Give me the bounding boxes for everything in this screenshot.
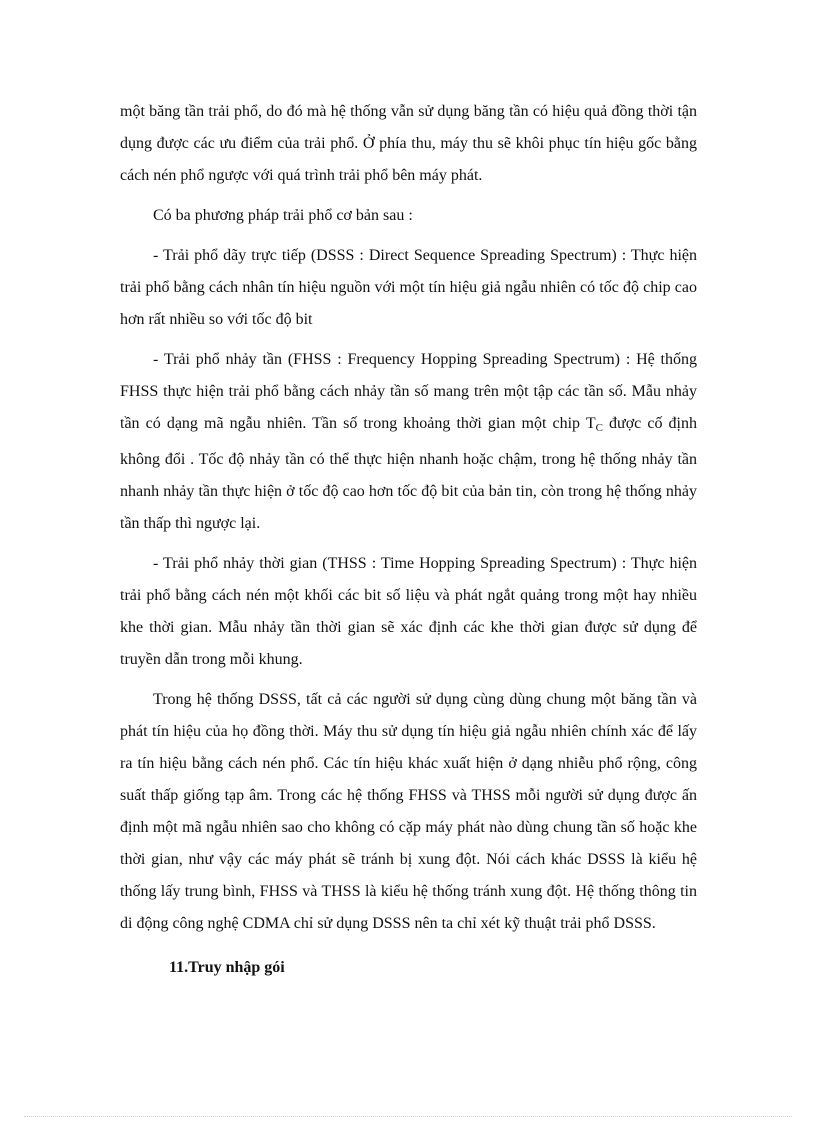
section-heading: 11.Truy nhập gói [169,959,285,976]
paragraph-dsss: - Trải phổ dãy trực tiếp (DSSS : Direct Sequence Spreading Spectrum) : Thực hiện trải phổ bằng cách nhân tín hiệu nguồn với một tín hiệu giả ngẫu nhiên có tốc độ chip cao hơn rất nhiều so với tốc độ bit [120,247,697,328]
chip-period-subscript: C [595,422,603,434]
paragraph-fhss [120,344,697,540]
page-bottom-edge [24,1116,792,1117]
fhss-text-part1: - Trải phổ nhảy tần (FHSS : Frequency Hopping Spreading Spectrum) : Hệ thống FHSS thực hiện trải phổ bằng cách nhảy tần số mang trên một tập các tần số. Mẫu nhảy tần có dạng mã ngẫu nhiên. Tần số trong khoảng thời gian một chip T [120,351,697,432]
paragraph-methods-intro: Có ba phương pháp trải phổ cơ bản sau : [153,207,413,224]
paragraph-dsss-summary: Trong hệ thống DSSS, tất cả các người sử dụng cùng dùng chung một băng tần và phát tín hiệu của họ đồng thời. Máy thu sử dụng tín hiệu giả ngẫu nhiên chính xác để lấy ra tín hiệu bằng cách nén phổ. Các tín hiệu khác xuất hiện ở dạng nhiễu phổ rộng, công suất thấp giống tạp âm. Trong các hệ thống FHSS và THSS mỗi người sử dụng được ấn định một mã ngẫu nhiên sao cho không có cặp máy phát nào dùng chung tần số hoặc khe thời gian, như vậy các máy phát sẽ tránh bị xung đột. Nói cách khác DSSS là kiểu hệ thống lấy trung bình, FHSS và THSS là kiểu hệ thống tránh xung đột. Hệ thống thông tin di động công nghệ CDMA chỉ sử dụng DSSS nên ta chỉ xét kỹ thuật trải phổ DSSS. [120,691,697,932]
paragraph-intro-continuation: một băng tần trải phổ, do đó mà hệ thống vẫn sử dụng băng tần có hiệu quả đồng thời tận dụng được các ưu điểm của trải phổ. Ở phía thu, máy thu sẽ khôi phục tín hiệu gốc bằng cách nén phổ ngược với quá trình trải phổ bên máy phát. [120,103,697,184]
fhss-text-part2: được cố định không đổi . Tốc độ nhảy tần có thể thực hiện nhanh hoặc chậm, trong hệ thống nhảy tần nhanh nhảy tần thực hiện ở tốc độ cao hơn tốc độ bit của bản tin, còn trong hệ thống nhảy tần thấp thì ngược lại. [120,415,698,532]
paragraph-thss: - Trải phổ nhảy thời gian (THSS : Time Hopping Spreading Spectrum) : Thực hiện trải phổ bằng cách nén một khối các bit số liệu và phát ngắt quảng trong một hay nhiều khe thời gian. Mẫu nhảy tần thời gian sẽ xác định các khe thời gian được sử dụng để truyền dẫn trong mỗi khung. [120,555,697,668]
document-page [120,96,697,984]
